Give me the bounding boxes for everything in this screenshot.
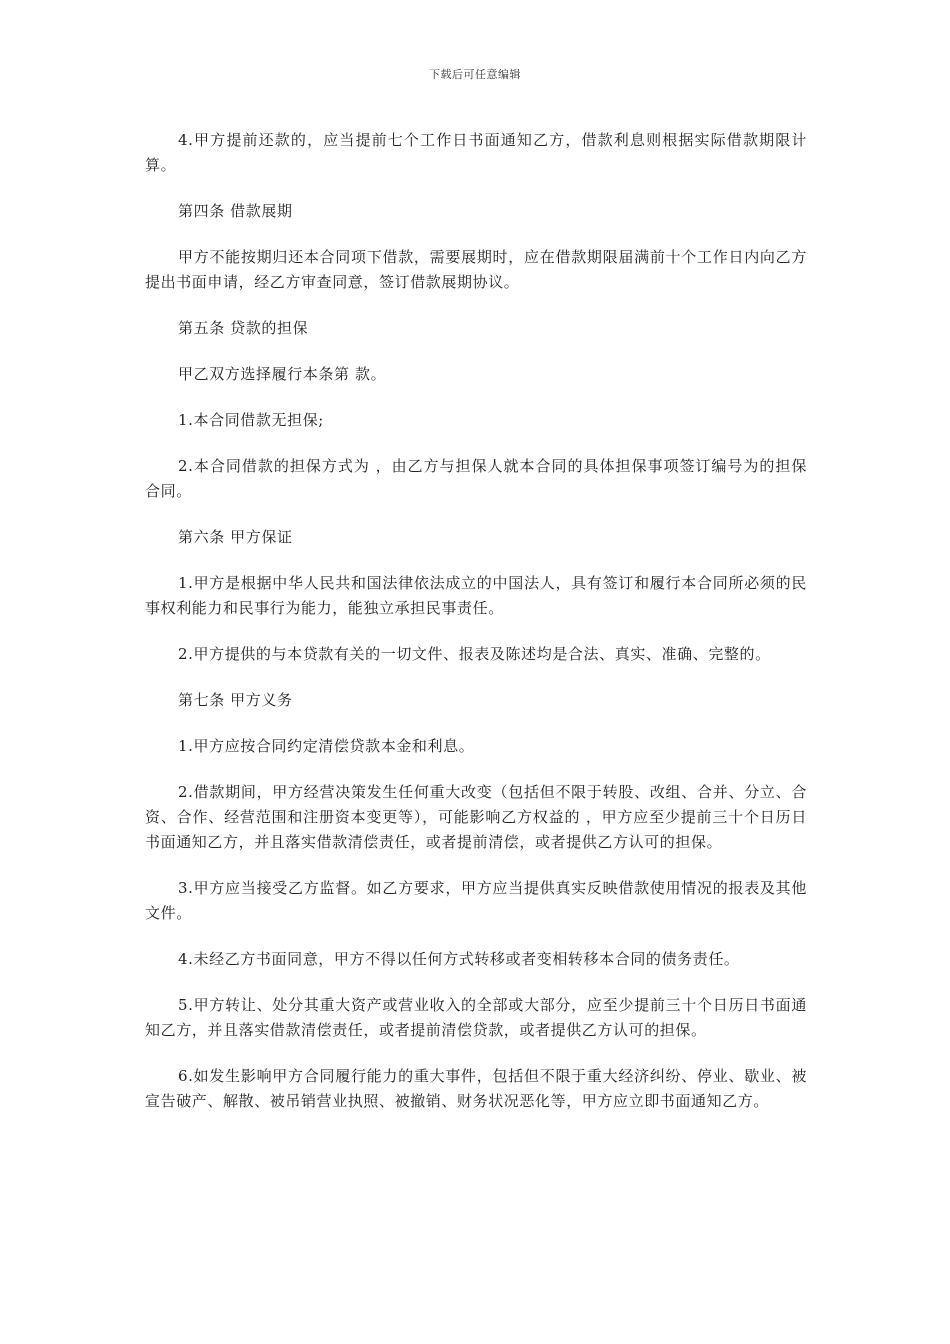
- clause-paragraph: 甲方不能按期归还本合同项下借款，需要展期时，应在借款期限届满前十个工作日内向乙方提出书面申请，经乙方审查同意，签订借款展期协议。: [145, 248, 807, 291]
- clause-paragraph: 6.如发生影响甲方合同履行能力的重大事件，包括但不限于重大经济纠纷、停业、歇业、被宣告破产、解散、被吊销营业执照、被撤销、财务状况恶化等，甲方应立即书面通知乙方。: [145, 1067, 807, 1110]
- clause-paragraph: 甲乙双方选择履行本条第 款。: [178, 365, 387, 383]
- article-heading: 第七条 甲方义务: [178, 691, 293, 709]
- clause-paragraph: 5.甲方转让、处分其重大资产或营业收入的全部或大部分，应至少提前三十个日历日书面通知乙方，并且落实借款清偿责任，或者提前清偿贷款，或者提供乙方认可的担保。: [145, 996, 807, 1039]
- clause-paragraph: 2.借款期间，甲方经营决策发生任何重大改变（包括但不限于转股、改组、合并、分立、合资、合作、经营范围和注册资本变更等），可能影响乙方权益的 ，甲方应至少提前三十个日历日书面通知乙方，并且落实借款清偿责任，或者提前清偿，或者提供乙方认可的担保。: [145, 783, 807, 851]
- clause-paragraph: 3.甲方应当接受乙方监督。如乙方要求，甲方应当提供真实反映借款使用情况的报表及其他文件。: [145, 879, 807, 922]
- clause-paragraph: 1.甲方应按合同约定清偿贷款本金和利息。: [178, 737, 475, 755]
- clause-paragraph: 2.甲方提供的与本贷款有关的一切文件、报表及陈述均是合法、真实、准确、完整的。: [178, 645, 771, 663]
- article-heading: 第四条 借款展期: [178, 202, 293, 220]
- page-header: 下载后可任意编辑: [429, 68, 521, 81]
- clause-paragraph: 4.未经乙方书面同意，甲方不得以任何方式转移或者变相转移本合同的债务责任。: [178, 950, 740, 968]
- clause-paragraph: 1.本合同借款无担保;: [178, 411, 324, 429]
- clause-paragraph: 2.本合同借款的担保方式为 ，由乙方与担保人就本合同的具体担保事项签订编号为的担保合同。: [145, 457, 807, 500]
- clause-paragraph: 1.甲方是根据中华人民共和国法律依法成立的中国法人，具有签订和履行本合同所必须的民事权利能力和民事行为能力，能独立承担民事责任。: [145, 574, 807, 617]
- clause-paragraph: 4.甲方提前还款的，应当提前七个工作日书面通知乙方，借款利息则根据实际借款期限计算。: [145, 131, 807, 174]
- article-heading: 第五条 贷款的担保: [178, 319, 309, 337]
- document-body: [145, 128, 807, 1135]
- article-heading: 第六条 甲方保证: [178, 528, 293, 546]
